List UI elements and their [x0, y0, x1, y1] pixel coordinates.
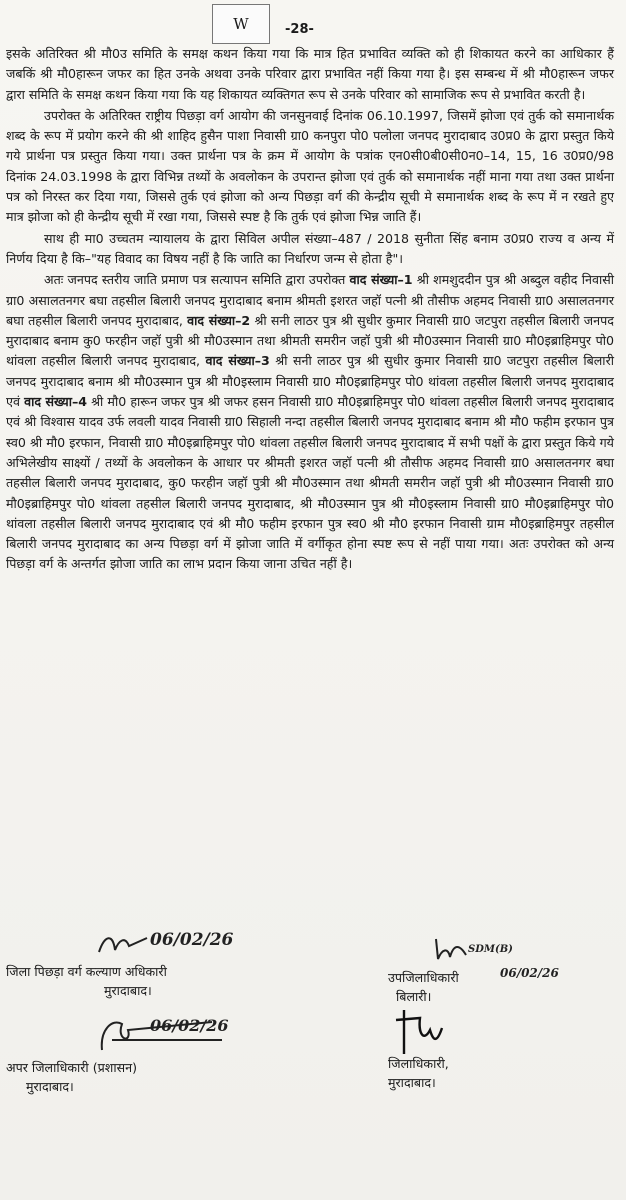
signature-2-note: SDM(B) — [468, 944, 513, 955]
signature-4-place: मुरादाबाद। — [388, 1075, 436, 1090]
case-2-text: श्री सनी लाठर पुत्र श्री सुधीर कुमार निवासी ग्रा0 जटपुरा तहसील बिलारी जनपद मुरादाबाद बनाम कु0 फरहीन जहॉ पुत्री श्री मौ0उस्मान तथा श्रीमती समरीन जहॉ पुत्री श्री मौ0उस्मान निवासी ग्रा0 मौ0इब्राहिमपुर पो0 थांवला तहसील बिलारी जनपद मुरादाबाद, — [6, 312, 614, 369]
p4-intro: अतः जनपद स्तरीय जाति प्रमाण पत्र सत्यापन समिति द्वारा उपरोक्त — [44, 272, 346, 288]
signature-2-place: बिलारी। — [396, 989, 432, 1004]
signature-2-date: 06/02/26 — [500, 966, 559, 980]
signature-2-scribble — [432, 935, 472, 965]
paragraph-1: इसके अतिरिक्त श्री मौ0उ समिति के समक्ष कथन किया गया कि मात्र हित प्रभावित व्यक्ति को ही शिकायत करने का आधिकार हैं जबकिं श्री मौ0हारून जफर का हित उनके अथवा उनके परिवार द्वारा प्रभावित नहीं किया गया है। इस सम्बन्ध में श्री मौ0हारून जफर द्वारा समिति के समक्ष कथन किया गया कि यह शिकायत व्यक्तिगत रूप से उनके परिवार को सामाजिक रूप से प्रभावित करती है। — [6, 46, 614, 102]
signature-1-title: जिला पिछड़ा वर्ग कल्याण अधिकारी — [6, 964, 167, 979]
signature-1-date: 06/02/26 — [150, 930, 234, 950]
signature-block-1 — [6, 962, 167, 1000]
signature-1-place: मुरादाबाद। — [104, 983, 152, 998]
case-number-2: वाद संख्या–2 — [187, 312, 251, 328]
page-number: -28- — [285, 22, 314, 37]
signature-block-2 — [388, 968, 459, 1006]
document-body — [6, 44, 614, 576]
signature-3-title: अपर जिलाधिकारी (प्रशासन) — [6, 1060, 138, 1075]
paragraph-4 — [6, 270, 614, 574]
signature-1-scribble — [95, 930, 155, 960]
case-number-1: वाद संख्या–1 — [349, 272, 413, 288]
signature-3-place: मुरादाबाद। — [26, 1079, 74, 1094]
signature-block-4 — [388, 1054, 449, 1092]
case-3-text: श्री सनी लाठर पुत्र श्री सुधीर कुमार निवासी ग्रा0 जटपुरा तहसील बिलारी जनपद मुरादाबाद बनाम श्री मौ0उस्मान पुत्र श्री मौ0इस्लाम निवासी ग्रा0 मौ0इब्राहिमपुर पो0 थांवला तहसील बिलारी जनपद मुरादाबाद एवं — [6, 353, 614, 410]
signature-block-3 — [6, 1058, 137, 1096]
signature-4-title: जिलाधिकारी, — [388, 1056, 449, 1071]
signature-2-title: उपजिलाधिकारी — [388, 970, 459, 985]
case-1-text: श्री शमशुददीन पुत्र श्री अब्दुल वहीद निवासी ग्रा0 असालतनगर बघा तहसील बिलारी जनपद मुरादाबाद बनाम श्रीमती इशरत जहॉ पत्नी श्री तौसीफ अहमद निवासी ग्रा0 असालतनगर बघा तहसील बिलारी जनपद मुरादाबाद, — [6, 272, 614, 328]
case-4-text: श्री मौ0 हारून जफर पुत्र श्री जफर हसन निवासी ग्रा0 मौ0इब्राहिमपुर पो0 थांवला तहसील बिलारी जनपद मुरादाबाद एवं श्री विश्वास यादव उर्फ लवली यादव निवासी ग्रा0 सिहाली नन्दा तहसील बिलारी जनपद मुरादाबाद बनाम श्री मौ0 फहीम इरफान पुत्र स्व0 श्री मौ0 इरफान, निवासी ग्रा0 मौ0इब्राहिमपुर पो0 थांवला तहसील बिलारी जनपद मुरादाबाद में सभी पक्षों के द्वारा प्रस्तुत किये गये अभिलेखीय साक्ष्यों / तथ्यों के अवलोकन के आधार पर श्रीमती इशरत जहॉ पत्नी श्री तौसीफ अहमद निवासी ग्रा0 असालतनगर बघा तहसील बिलारी जनपद मुरादाबाद, कु0 फरहीन जहॉ पुत्री श्री मौ0उस्मान तथा श्रीमती समरीन जहॉ पुत्री श्री मौ0उस्मान निवासी ग्रा0 मौ0इब्राहिमपुर पो0 थांवला तहसील बिलारी जनपद मुरादाबाद, श्री मौ0उस्मान पुत्र श्री मौ0इस्लाम निवासी ग्रा0 मौ0इब्राहिमपुर पो0 थांवला तहसील बिलारी जनपद मुरादाबाद एवं श्री मौ0 फहीम इरफान पुत्र स्व0 श्री मौ0 इरफान निवासी ग्राम मौ0इब्राहिमपुर तहसील बिलारी जनपद मुरादाबाद का अन्य पिछड़ा वर्ग में झोजा जाति में वर्गीकृत होना स्पष्ट रूप से नहीं पाया गया। अतः उपरोक्त को अन्य पिछड़ा वर्ग के अन्तर्गत झोजा जाति का लाभ प्रदान किया जाना उचित नहीं है। — [6, 394, 614, 572]
case-number-3: वाद संख्या–3 — [205, 353, 270, 369]
paragraph-3: साथ ही मा0 उच्चतम न्यायालय के द्वारा सिविल अपील संख्या–487 / 2018 सुनीता सिंह बनाम उ0प्र0 राज्य व अन्य में निर्णय दिया है कि–"यह विवाद का विषय नहीं है कि जाति का निर्धारण जन्म से होता है"। — [6, 230, 614, 266]
case-number-4: वाद संख्या–4 — [24, 394, 88, 410]
stamp-text: W — [233, 15, 249, 33]
signature-3-date: 06/02/26 — [150, 1016, 229, 1035]
page-stamp — [212, 4, 270, 44]
paragraph-2: उपरोक्त के अतिरिक्त राष्ट्रीय पिछड़ा वर्ग आयोग की जनसुनवाई दिनांक 06.10.1997, जिसमें झोजा एवं तुर्क को समानार्थक शब्द के रूप में प्रयोग करने की श्री शाहिद हुसैन पाशा निवासी ग्रा0 कनपुरा पो0 पलोला जनपद मुरादाबाद उ0प्र0 के द्वारा प्रस्तुत किये गये प्रार्थना पत्र प्रस्तुत किया गया। उक्त प्रार्थना पत्र के क्रम में आयोग के पत्रांक एन0सी0बी0सी0न0–14, 15, 16 उ0प्र0/98 दिनांक 24.03.1998 के द्वारा विभिन्न तथ्यों के अवलोकन के उपरान्त झोजा एवं तुर्क को समानार्थक नहीं माना गया तथा उक्त प्रार्थना पत्र को निरस्त कर दिया गया, जिससे तुर्क एवं झोजा को अन्य पिछड़ा वर्ग की केन्द्रीय सूची मे समानार्थक शब्द के रूप में न रखते हुए मात्र झोजा को ही केन्द्रीय सूची में रखा गया, जिससे स्पष्ट है कि तुर्क एवं झोजा भिन्न जाति हैं। — [6, 107, 614, 225]
